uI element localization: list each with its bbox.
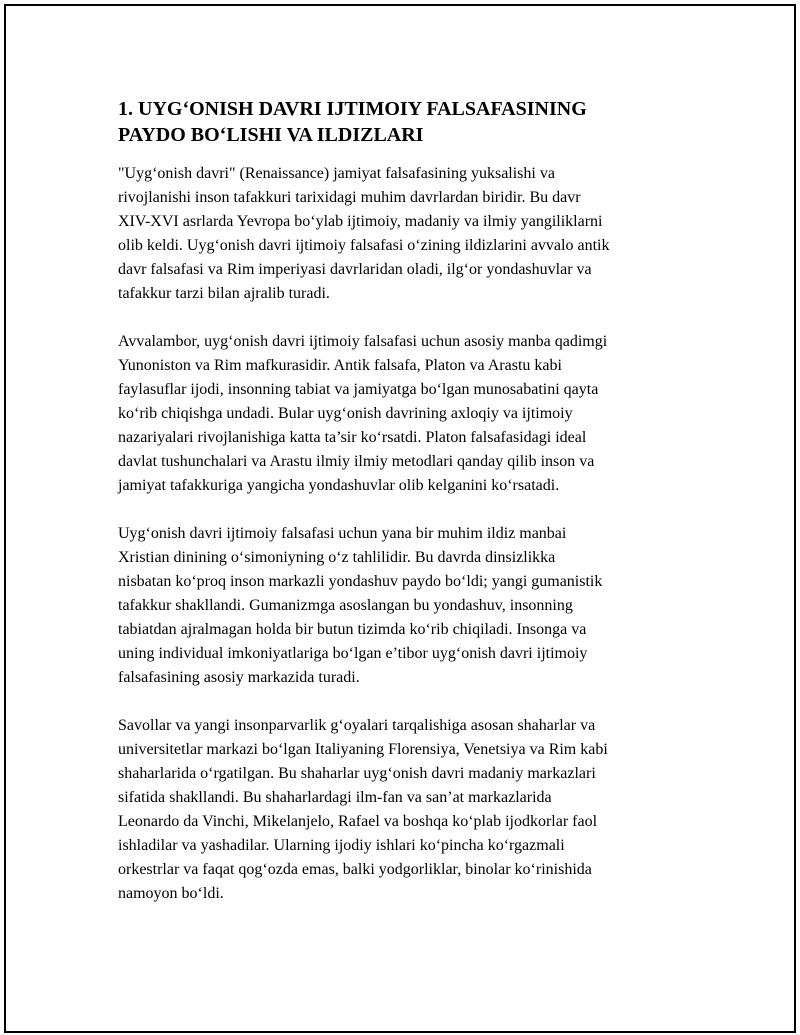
section-heading: 1. UYG‘ONISH DAVRI IJTIMOIY FALSAFASINING PAYDO BO‘LISHI VA ILDIZLARI (118, 98, 587, 146)
document-body (118, 96, 688, 930)
paragraph-italian-cities: Savollar va yangi insonparvarlik g‘oyalari tarqalishiga asosan shaharlar va universitetlar markazi bo‘lgan Italiyaning Florensiya, Venetsiya va Rim kabi shaharlarida o‘rgatilgan. Bu shaharlar uyg‘onish davri madaniy markazlari sifatida shakllandi. Bu shaharlardagi ilm-fan va san’at markazlarida Leonardo da Vinchi, Mikelanjelo, Rafael va boshqa ko‘plab ijodkorlar faol ishladilar va yashadilar. Ularning ijodiy ishlari ko‘pincha ko‘rgazmali orkestrlar va faqat qog‘ozda emas, balki yodgorliklar, binolar ko‘rinishida namoyon bo‘ldi. (118, 717, 608, 902)
paragraph-christianity: Uyg‘onish davri ijtimoiy falsafasi uchun yana bir muhim ildiz manbai Xristian dinining o‘simoniyning o‘z tahlilidir. Bu davrda dinsizlikka nisbatan ko‘proq inson markazli yondashuv paydo bo‘ldi; yangi gumanistik tafakkur shakllandi. Gumanizmga asoslangan bu yondashuv, insonning tabiatdan ajralmagan holda bir butun tizimda ko‘rib chiqiladi. Insonga va uning individual imkoniyatlariga bo‘lgan e’tibor uyg‘onish davri ijtimoiy falsafasining asosiy markazida turadi. (118, 525, 603, 686)
paragraph-antiquity: Avvalambor, uyg‘onish davri ijtimoiy falsafasi uchun asosiy manba qadimgi Yunoniston va Rim mafkurasidir. Antik falsafa, Platon va Arastu kabi faylasuflar ijodi, insonning tabiat va jamiyatga bo‘lgan munosabatini qayta ko‘rib chiqishga undadi. Bular uyg‘onish davrining axloqiy va ijtimoiy nazariyalari rivojlanishiga katta ta’sir ko‘rsatdi. Platon falsafasidagi ideal davlat tushunchalari va Arastu ilmiy ilmiy metodlari qanday qilib inson va jamiyat tafakkuriga yangicha yondashuvlar olib kelganini ko‘rsatadi. (118, 333, 608, 494)
paragraph-intro: "Uyg‘onish davri" (Renaissance) jamiyat falsafasining yuksalishi va rivojlanishi inson tafakkuri tarixidagi muhim davrlardan biridir. Bu davr XIV-XVI asrlarda Yevropa bo‘ylab ijtimoiy, madaniy va ilmiy yangiliklarni olib keldi. Uyg‘onish davri ijtimoiy falsafasi o‘zining ildizlarini avvalo antik davr falsafasi va Rim imperiyasi davrlaridan oladi, ilg‘or yondashuvlar va tafakkur tarzi bilan ajralib turadi. (118, 165, 610, 302)
